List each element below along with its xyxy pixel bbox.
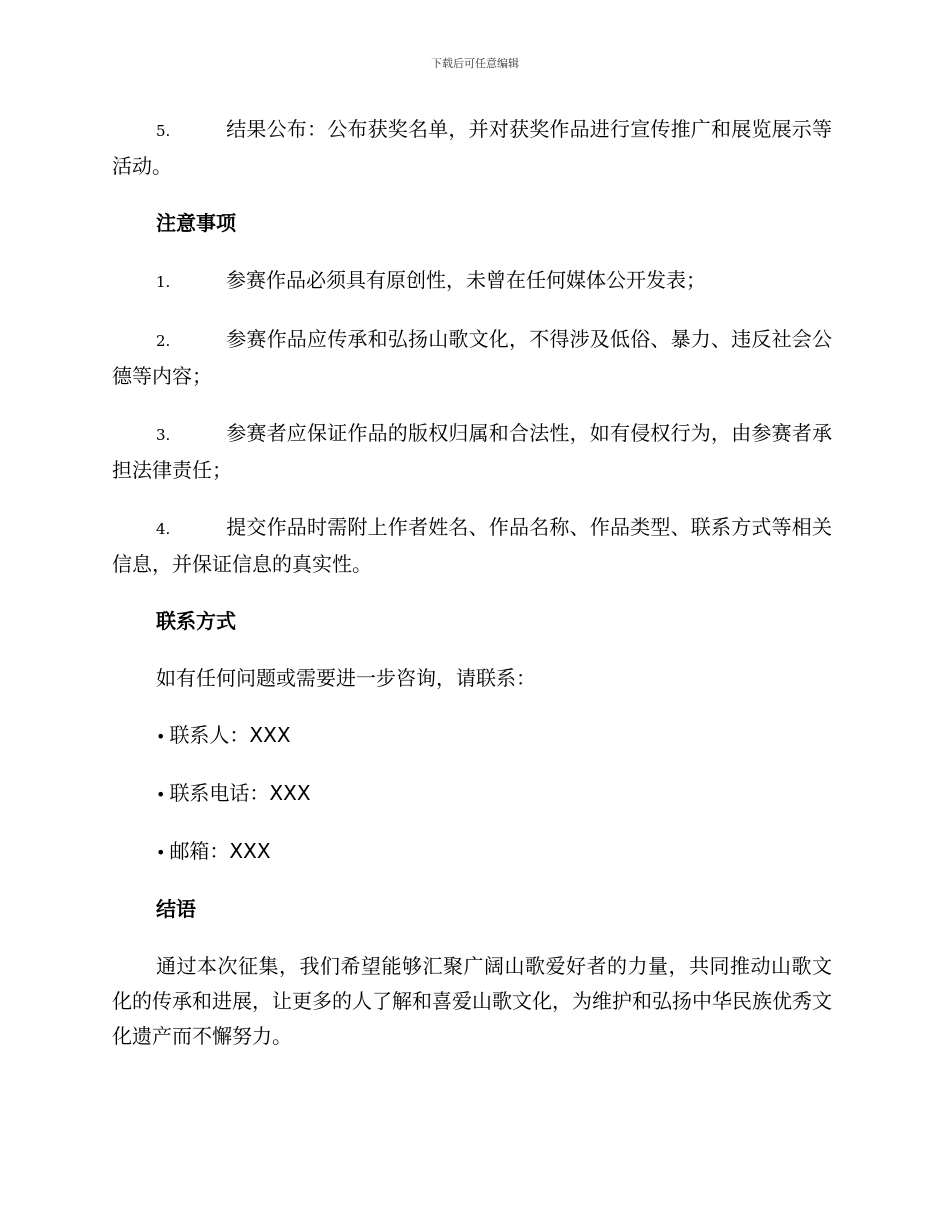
contact-intro: 如有任何问题或需要进一步咨询，请联系： — [156, 666, 536, 690]
note-item-4 — [112, 510, 832, 582]
item-number: 2. — [156, 332, 171, 350]
note-item-2 — [112, 322, 832, 394]
result-item — [112, 112, 832, 184]
contact-phone — [112, 776, 832, 812]
item-number: 4. — [156, 520, 171, 538]
item-text: 参赛作品必须具有原创性，未曾在任何媒体公开发表； — [226, 268, 706, 292]
bullet-icon: • — [156, 785, 166, 804]
contact-email-text: 邮箱：XXX — [169, 839, 271, 863]
contact-person — [112, 718, 832, 754]
item-number: 1. — [156, 273, 171, 291]
bullet-icon: • — [156, 727, 166, 746]
closing-paragraph: 通过本次征集，我们希望能够汇聚广阔山歌爱好者的力量，共同推动山歌文化的传承和进展，让更多的人了解和喜爱山歌文化，为维护和弘扬中华民族优秀文化遗产而不懈努力。 — [112, 954, 832, 1048]
closing-heading: 结语 — [156, 897, 196, 921]
item-text: 参赛作品应传承和弘扬山歌文化，不得涉及低俗、暴力、违反社会公德等内容； — [112, 327, 832, 388]
contact-heading: 联系方式 — [156, 609, 236, 633]
document-body — [112, 112, 832, 1076]
item-text: 参赛者应保证作品的版权归属和合法性，如有侵权行为，由参赛者承担法律责任； — [112, 421, 832, 482]
contact-email — [112, 834, 832, 870]
item-number: 3. — [156, 426, 171, 444]
note-item-3 — [112, 416, 832, 488]
page-header: 下载后可任意编辑 — [431, 57, 519, 70]
item-text: 结果公布：公布获奖名单，并对获奖作品进行宣传推广和展览展示等活动。 — [112, 117, 832, 178]
contact-person-text: 联系人：XXX — [169, 723, 291, 747]
note-item-1 — [112, 263, 832, 300]
item-text: 提交作品时需附上作者姓名、作品名称、作品类型、联系方式等相关信息，并保证信息的真实性。 — [112, 515, 832, 576]
bullet-icon: • — [156, 843, 166, 862]
contact-phone-text: 联系电话：XXX — [169, 781, 311, 805]
item-number: 5. — [156, 122, 171, 140]
notes-heading: 注意事项 — [156, 211, 236, 235]
